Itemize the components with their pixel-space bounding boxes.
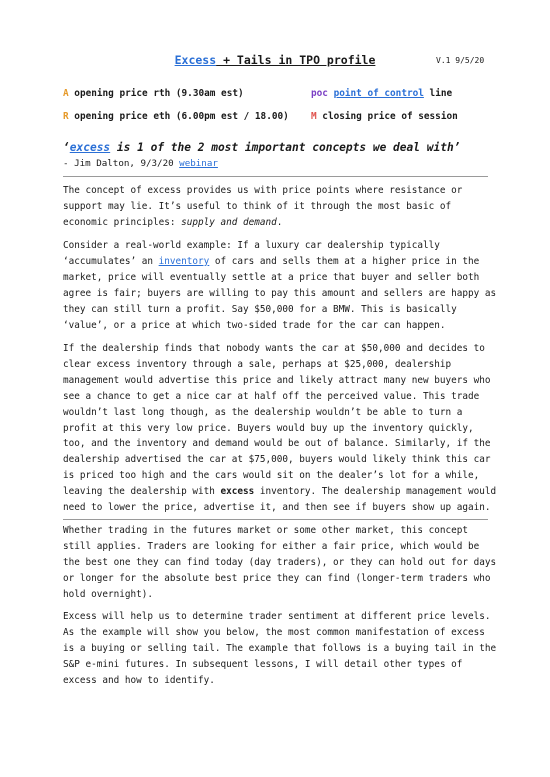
paragraph-line: hold overnight).	[63, 588, 154, 600]
legend-key-r: R	[63, 111, 69, 122]
legend-text-a: opening price rth (9.30am est)	[68, 88, 244, 99]
paragraph-line: profit at this very low price. Buyers would buy up the inventory quickly,	[63, 422, 474, 434]
divider-middle	[63, 519, 488, 520]
paragraph-line: As the example will show you below, the most common manifestation of excess	[63, 626, 485, 638]
point-of-control-link[interactable]: point of control	[333, 88, 424, 99]
paragraph-line	[63, 215, 493, 231]
paragraph-line: clear excess inventory through a sale, perhaps at $25,000, dealership	[63, 358, 452, 370]
legend-item-a	[63, 88, 244, 99]
paragraph-line: excess and how to identify.	[63, 674, 215, 686]
paragraph-line	[63, 254, 493, 270]
version-label: V.1 9/5/20	[436, 56, 485, 65]
legend-text-r: opening price eth (6.00pm est / 18.00)	[68, 111, 289, 122]
paragraph-line: Whether trading in the futures market or some other market, this concept	[63, 525, 469, 536]
divider-top	[63, 176, 488, 177]
paragraph-line: If the dealership finds that nobody wants the car at $50,000 and decides to	[63, 343, 485, 354]
paragraph-line: is a buying or selling tail. The example that follows is a buying tail in the	[63, 642, 497, 654]
paragraph-line: dealership advertised the car at $75,000, buyers would likely think this car	[63, 454, 491, 466]
text-span: leaving the dealership with	[63, 486, 221, 498]
paragraph-line: still applies. Traders are looking for either a fair price, which would be	[63, 540, 480, 552]
paragraph-1	[63, 183, 493, 231]
quote-excess-link[interactable]: excess	[69, 141, 111, 154]
paragraph-line: is priced too high and the cars would sit on the dealer’s lot for a while,	[63, 470, 480, 482]
legend-item-poc	[311, 88, 452, 99]
paragraph-line: management would advertise this price and likely attract many new buyers who	[63, 374, 491, 386]
paragraph-5	[63, 609, 497, 689]
paragraph-line: The concept of excess provides us with price points where resistance or	[63, 185, 463, 196]
webinar-link[interactable]: webinar	[179, 158, 218, 169]
paragraph-line: too, and the inventory and demand would be out of balance. Similarly, if the	[63, 438, 491, 450]
legend-item-m	[311, 111, 458, 122]
paragraph-line: Consider a real-world example: If a luxury car dealership typically	[63, 240, 440, 251]
legend-item-r	[63, 111, 289, 122]
bold-text: excess	[220, 486, 255, 498]
paragraph-4	[63, 523, 497, 603]
paragraph-line: wouldn’t last long though, as the dealership wouldn’t be able to turn a	[63, 406, 463, 418]
paragraph-line: S&P e-mini futures. In subsequent lessons, I will detail other types of	[63, 658, 463, 670]
paragraph-line	[63, 484, 497, 500]
title-excess-link[interactable]: Excess	[174, 53, 217, 67]
inventory-link[interactable]: inventory	[158, 255, 210, 267]
legend-key-poc: poc	[311, 88, 328, 99]
text-span: inventory. The dealership management would	[254, 486, 497, 498]
legend-key-m: M	[311, 111, 317, 122]
legend-text-m: closing price of session	[316, 111, 458, 122]
text-span: of cars and sells them at a higher price in the	[209, 255, 480, 267]
quote	[63, 141, 460, 154]
paragraph-2	[63, 238, 497, 333]
quote-open-mark: ‘	[63, 141, 70, 154]
paragraph-line: need to lower the price, advertise it, and then see if buyers show up again.	[63, 502, 491, 514]
paragraph-line: see a chance to get a nice car at half off the perceived value. This trade	[63, 390, 480, 402]
text-span: ‘accumulates’ an	[63, 255, 159, 267]
paragraph-line: ‘value’, or a price at which two-sided trade for the car can happen.	[63, 319, 446, 331]
paragraph-line: support may lie. It’s useful to think of it through the most basic of	[63, 200, 452, 212]
text-span: economic principles:	[63, 216, 182, 228]
quote-attribution	[63, 158, 218, 169]
title-text: + Tails in TPO profile	[216, 53, 376, 67]
text-span: .	[276, 216, 283, 228]
paragraph-line: the best one they can find today (day traders), or they can hold out for days	[63, 556, 497, 568]
paragraph-line: market, price will eventually settle at a price that buyer and seller both	[63, 271, 480, 283]
quote-text: is 1 of the 2 most important concepts we deal with’	[110, 141, 461, 154]
paragraph-line: or longer for the absolute best price they can find (longer-term traders who	[63, 572, 491, 584]
paragraph-line: they can still turn a profit. Say $50,000 for a BMW. This is basically	[63, 303, 457, 315]
paragraph-line: agree is fair; buyers are willing to pay this amount and sellers are happy as	[63, 287, 497, 299]
legend-text-poc: line	[423, 88, 453, 99]
attribution-text: - Jim Dalton, 9/3/20	[63, 158, 180, 169]
paragraph-line: Excess will help us to determine trader sentiment at different price levels.	[63, 611, 491, 622]
legend-key-a: A	[63, 88, 69, 99]
emphasis-text: supply and demand	[181, 216, 277, 228]
paragraph-3	[63, 341, 497, 516]
